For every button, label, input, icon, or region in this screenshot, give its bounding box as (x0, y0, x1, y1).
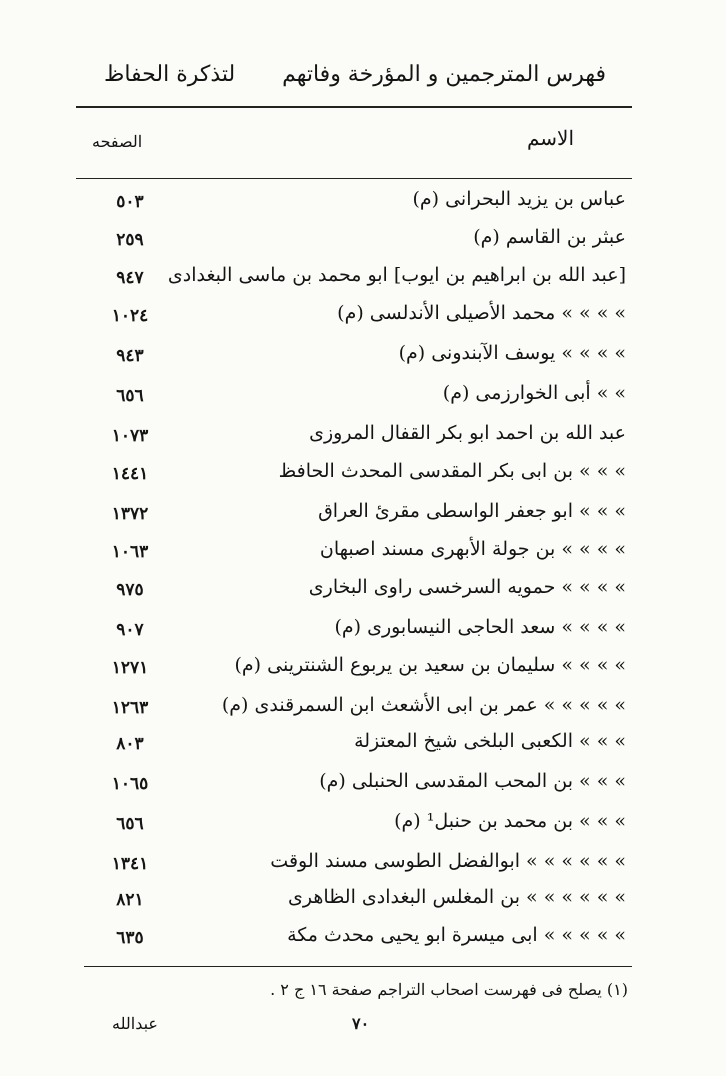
index-entry (76, 766, 632, 804)
entry-name: » » » » » عمر بن ابى الأشعث ابن السمرقندى (م) (221, 694, 626, 716)
index-entry (76, 920, 632, 958)
entry-page: ٩٧٥ (116, 580, 144, 600)
footnote-rule (84, 966, 632, 967)
entry-page: ٦٥٦ (116, 814, 144, 834)
index-entry (76, 572, 632, 610)
entry-name: » » » » حمويه السرخسى راوى البخارى (308, 576, 626, 598)
column-header-rule (76, 178, 632, 179)
entry-name: » » » بن محمد بن حنبل¹ (م) (394, 810, 626, 832)
entry-page: ١٤٤١ (111, 464, 149, 484)
index-entry (76, 222, 632, 260)
entry-name: » » » » محمد الأصيلى الأندلسى (م) (337, 302, 626, 324)
header-rule (76, 106, 632, 108)
entry-name: » » أبى الخوارزمى (م) (442, 382, 626, 404)
index-entry (76, 496, 632, 534)
entry-page: ٢٥٩ (116, 230, 144, 250)
entry-page: ٦٥٦ (116, 386, 144, 406)
entry-page: ٩٤٧ (116, 268, 144, 288)
entry-name: » » » » سعد الحاجى النيسابورى (م) (334, 616, 626, 638)
page-column-header: الصفحه (92, 132, 143, 151)
index-entry (76, 806, 632, 844)
entry-name: » » » » » ابى ميسرة ابو يحيى محدث مكة (287, 924, 626, 946)
entry-page: ١٠٦٣ (111, 542, 149, 562)
entry-page: ٩٤٣ (116, 346, 144, 366)
entry-name: » » » » يوسف الآبندونى (م) (398, 342, 626, 364)
entry-page: ٩٠٧ (116, 620, 144, 640)
entry-name: » » » » » » بن المغلس البغدادى الظاهرى (288, 886, 626, 908)
index-entry (76, 726, 632, 764)
entry-name: » » » » » » ابوالفضل الطوسى مسند الوقت (270, 850, 626, 872)
footnote: (١) يصلح فى فهرست اصحاب التراجم صفحة ١٦ ج ٢ . (270, 980, 628, 999)
entry-page: ١٢٧١ (111, 658, 149, 678)
index-entry (76, 418, 632, 456)
entry-page: ١٣٤١ (111, 854, 149, 874)
entry-page: ٨٠٣ (116, 734, 144, 754)
index-entry (76, 846, 632, 884)
entry-name: » » » بن ابى بكر المقدسى المحدث الحافظ (278, 460, 626, 482)
entry-name: » » » بن المحب المقدسى الحنبلى (م) (319, 770, 626, 792)
entry-page: ٥٠٣ (116, 192, 144, 212)
index-entry (76, 534, 632, 572)
entry-page: ٨٢١ (116, 890, 144, 910)
entry-name: » » » ابو جعفر الواسطى مقرئ العراق (318, 500, 626, 522)
index-entry (76, 298, 632, 336)
index-entry (76, 378, 632, 416)
entry-name: » » » الكعبى البلخى شيخ المعتزلة (354, 730, 626, 752)
catchword: عبدالله (112, 1014, 158, 1033)
book-title: لتذكرة الحفاظ (104, 62, 236, 87)
index-entry (76, 184, 632, 222)
index-entry (76, 338, 632, 376)
index-entry (76, 260, 632, 298)
entry-name: عبد الله بن احمد ابو بكر القفال المروزى (309, 422, 626, 444)
running-title: فهرس المترجمين و المؤرخة وفاتهم (282, 62, 606, 87)
entry-page: ١٢٦٣ (111, 698, 149, 718)
entry-page: ٦٣٥ (116, 928, 144, 948)
index-entry (76, 612, 632, 650)
entry-name: عباس بن يزيد البحرانى (م) (412, 188, 626, 210)
name-column-header: الاسم (526, 126, 574, 150)
entry-page: ١٠٢٤ (111, 306, 149, 326)
index-entry (76, 882, 632, 920)
page-number: ٧٠ (352, 1014, 370, 1033)
entry-page: ١٣٧٢ (111, 504, 149, 524)
entry-name: عبثر بن القاسم (م) (473, 226, 626, 248)
entry-name: » » » » بن جولة الأبهرى مسند اصبهان (319, 538, 626, 560)
index-entry (76, 690, 632, 728)
index-entry (76, 456, 632, 494)
entry-name: » » » » سليمان بن سعيد بن يربوع الشنترينى (م) (234, 654, 626, 676)
entry-page: ١٠٧٣ (111, 426, 149, 446)
entry-page: ١٠٦٥ (111, 774, 149, 794)
index-entry (76, 650, 632, 688)
entry-name: [عبد الله بن ابراهيم بن ايوب] ابو محمد بن ماسى البغدادى (167, 264, 626, 286)
